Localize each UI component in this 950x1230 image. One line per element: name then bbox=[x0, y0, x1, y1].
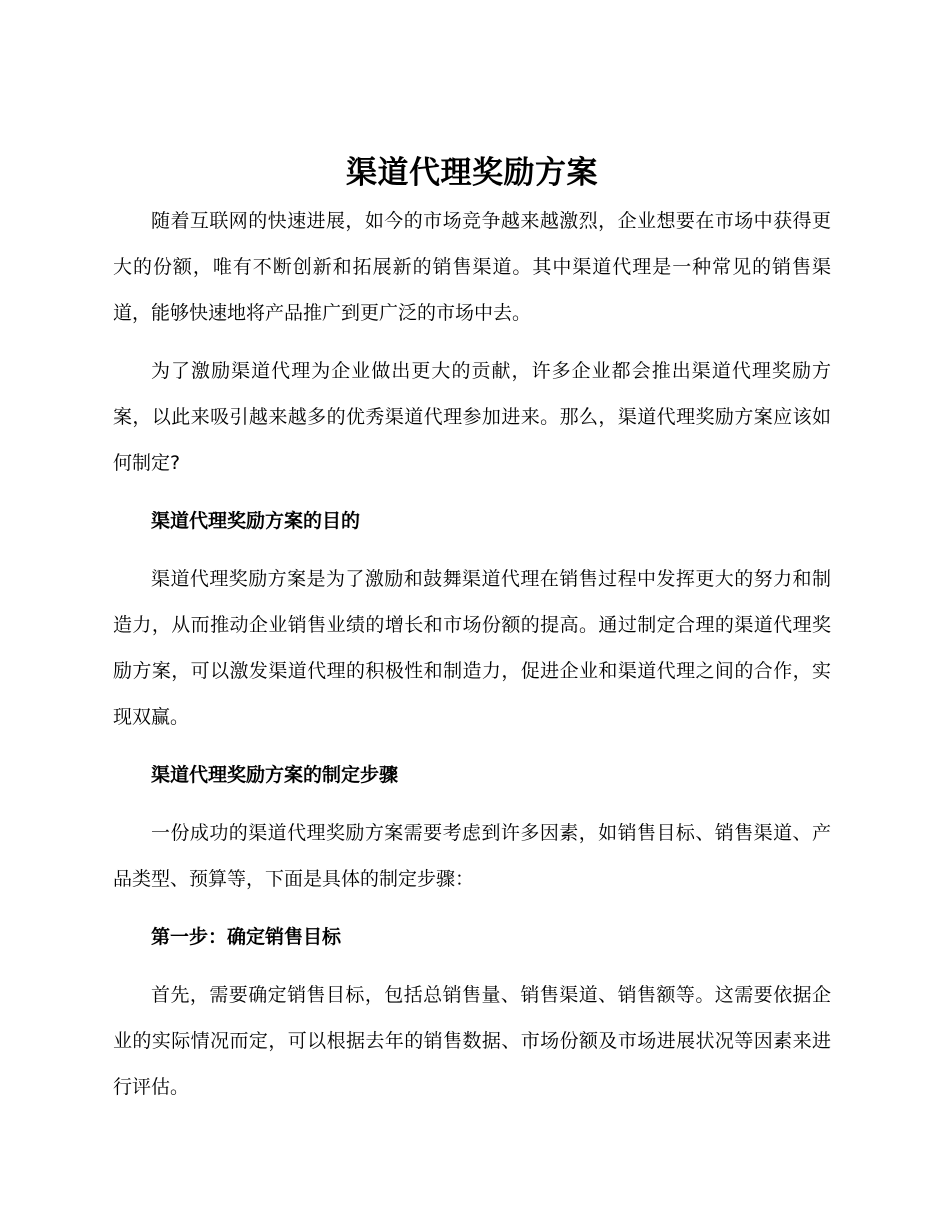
paragraph-question: 为了激励渠道代理为企业做出更大的贡献，许多企业都会推出渠道代理奖励方案，以此来吸引越来越多的优秀渠道代理参加进来。那么，渠道代理奖励方案应该如何制定? bbox=[113, 360, 831, 474]
section-heading-steps: 渠道代理奖励方案的制定步骤 bbox=[151, 764, 399, 786]
paragraph-gap bbox=[113, 960, 831, 972]
paragraph-gap bbox=[113, 740, 831, 752]
section-heading-step-one: 第一步：确定销售目标 bbox=[151, 926, 342, 948]
paragraph-gap bbox=[113, 544, 831, 556]
document-body bbox=[113, 148, 831, 1110]
paragraph-step-one: 首先，需要确定销售目标，包括总销售量、销售渠道、销售额等。这需要依据企业的实际情况而定，可以根据去年的销售数据、市场份额及市场进展状况等因素来进行评估。 bbox=[113, 984, 831, 1098]
paragraph-gap bbox=[113, 902, 831, 914]
section-heading-purpose: 渠道代理奖励方案的目的 bbox=[151, 510, 361, 532]
document-title: 渠道代理奖励方案 bbox=[346, 155, 598, 191]
paragraph-gap bbox=[113, 798, 831, 810]
paragraph-gap bbox=[113, 336, 831, 348]
paragraph-steps-intro: 一份成功的渠道代理奖励方案需要考虑到许多因素，如销售目标、销售渠道、产品类型、预算等，下面是具体的制定步骤： bbox=[113, 822, 831, 890]
paragraph-intro: 随着互联网的快速进展，如今的市场竞争越来越激烈，企业想要在市场中获得更大的份额，唯有不断创新和拓展新的销售渠道。其中渠道代理是一种常见的销售渠道，能够快速地将产品推广到更广泛的市场中去。 bbox=[113, 210, 831, 324]
paragraph-gap bbox=[113, 486, 831, 498]
paragraph-purpose: 渠道代理奖励方案是为了激励和鼓舞渠道代理在销售过程中发挥更大的努力和制造力，从而推动企业销售业绩的增长和市场份额的提高。通过制定合理的渠道代理奖励方案，可以激发渠道代理的积极性和制造力，促进企业和渠道代理之间的合作，实现双赢。 bbox=[113, 568, 831, 728]
